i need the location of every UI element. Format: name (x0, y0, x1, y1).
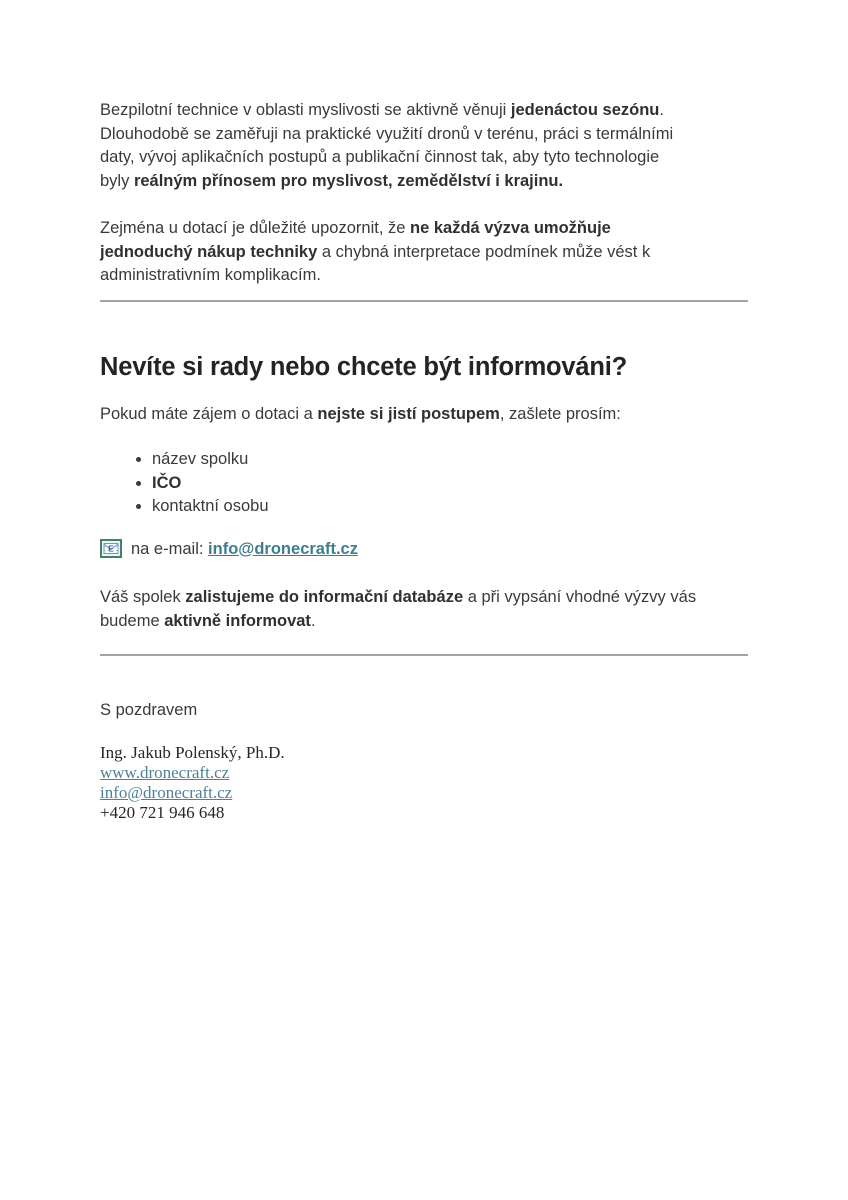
request-paragraph: Pokud máte zájem o dotaci a nejste si jistí postupem, zašlete prosím: (100, 404, 621, 423)
email-icon (100, 539, 122, 566)
list-item-ico: • IČO (152, 472, 748, 496)
email-line (100, 538, 748, 566)
intro-paragraph: Bezpilotní technice v oblasti myslivosti se aktivně věnuji jedenáctou sezónu. Dlouhodobě se zaměřuji na praktické využití dronů v terénu, práci s termálními daty, vývoj aplikačních postupů a publikační činnost tak, aby tyto technologie byly reálným přínosem pro myslivost, zemědělství i krajinu. (100, 101, 674, 190)
section-divider-top (100, 300, 748, 302)
requirements-list (100, 448, 748, 519)
list-item-club-name: • název spolku (152, 448, 748, 472)
contact-email-link[interactable]: info@dronecraft.cz (208, 539, 358, 558)
grants-warning-paragraph: Zejména u dotací je důležité upozornit, že ne každá výzva umožňuje jednoduchý nákup techniky a chybná interpretace podmínek může vést k administrativním komplikacím. (100, 219, 651, 284)
database-paragraph: Váš spolek zalistujeme do informační databáze a při vypsání vhodné výzvy vás budeme aktivně informovat. (100, 588, 697, 630)
signature-name: Ing. Jakub Polenský, Ph.D. (100, 742, 285, 762)
signature-website-link[interactable]: www.dronecraft.cz (100, 762, 230, 782)
email-prefix-text: na e-mail: (131, 539, 209, 558)
section-divider-bottom (100, 654, 748, 656)
signature-block (100, 743, 748, 823)
signature-phone: +420 721 946 648 (100, 802, 225, 822)
section-heading: Nevíte si rady nebo chcete být informováni? (100, 352, 628, 381)
list-item-contact-person: • kontaktní osobu (152, 495, 748, 519)
closing-salutation: S pozdravem (100, 701, 198, 719)
svg-text:E: E (108, 543, 114, 553)
signature-email-link[interactable]: info@dronecraft.cz (100, 782, 233, 802)
